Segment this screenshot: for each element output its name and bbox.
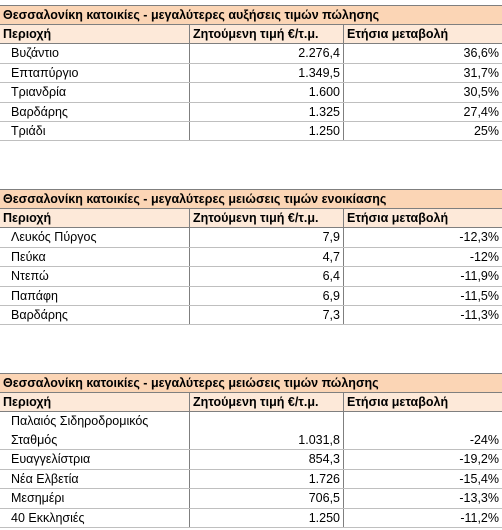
table-title: Θεσσαλονίκη κατοικίες - μεγαλύτερες μειώσεις τιμών πώλησης xyxy=(0,373,502,393)
header-area: Περιοχή xyxy=(3,211,52,225)
cell-area: Ευαγγελίστρια xyxy=(11,452,91,467)
cell-area: Λευκός Πύργος xyxy=(11,230,97,245)
table-header-row xyxy=(0,25,502,44)
cell-price: 1.600 xyxy=(189,83,343,101)
cell-change: -13,3% xyxy=(343,489,502,507)
table-header-row xyxy=(0,209,502,228)
table-row xyxy=(0,287,502,306)
cell-area: Τριανδρία xyxy=(11,85,67,100)
table-row xyxy=(0,44,502,63)
table-sale-decreases xyxy=(0,373,502,528)
header-change: Ετήσια μεταβολή xyxy=(343,393,502,411)
table-row xyxy=(0,248,502,267)
cell-price: 4,7 xyxy=(189,248,343,266)
table-title: Θεσσαλονίκη κατοικίες - μεγαλύτερες αυξήσεις τιμών πώλησης xyxy=(0,5,502,25)
table-row xyxy=(0,267,502,286)
cell-area: Παλαιός Σιδηροδρομικός Σταθμός xyxy=(11,414,149,448)
cell-price: 1.031,8 xyxy=(189,412,343,449)
table-row xyxy=(0,509,502,528)
cell-area: Βυζάντιο xyxy=(11,46,59,61)
cell-change: -11,3% xyxy=(343,306,502,324)
cell-price: 7,9 xyxy=(189,228,343,246)
cell-change: 36,6% xyxy=(343,44,502,62)
header-area: Περιοχή xyxy=(3,395,52,409)
cell-area: Παπάφη xyxy=(11,288,58,303)
cell-change: 31,7% xyxy=(343,64,502,82)
table-rent-decreases xyxy=(0,189,502,325)
cell-change: 30,5% xyxy=(343,83,502,101)
cell-price: 1.349,5 xyxy=(189,64,343,82)
cell-area: Επταπύργιο xyxy=(11,65,79,80)
cell-price: 854,3 xyxy=(189,450,343,468)
cell-change: -11,9% xyxy=(343,267,502,285)
cell-area: Τριάδι xyxy=(11,123,46,138)
cell-area: Ντεπώ xyxy=(11,269,49,284)
header-change: Ετήσια μεταβολή xyxy=(343,209,502,227)
cell-area: Μεσημέρι xyxy=(11,491,65,506)
cell-price: 1.726 xyxy=(189,470,343,488)
cell-change: 27,4% xyxy=(343,103,502,121)
table-row xyxy=(0,470,502,489)
cell-price: 1.250 xyxy=(189,122,343,140)
table-row xyxy=(0,83,502,102)
cell-area: Νέα Ελβετία xyxy=(11,471,79,486)
table-sale-increases xyxy=(0,5,502,141)
cell-price: 2.276,4 xyxy=(189,44,343,62)
table-header-row xyxy=(0,393,502,412)
header-price: Ζητούμενη τιμή €/τ.μ. xyxy=(189,393,343,411)
header-price: Ζητούμενη τιμή €/τ.μ. xyxy=(189,209,343,227)
table-row xyxy=(0,103,502,122)
table-row xyxy=(0,306,502,325)
cell-price: 7,3 xyxy=(189,306,343,324)
cell-change: -11,5% xyxy=(343,287,502,305)
table-row xyxy=(0,228,502,247)
table-row xyxy=(0,64,502,83)
cell-change: -11,2% xyxy=(343,509,502,527)
cell-area: Πεύκα xyxy=(11,249,46,264)
cell-area: Βαρδάρης xyxy=(11,307,68,322)
header-area: Περιοχή xyxy=(3,27,52,41)
cell-price: 1.325 xyxy=(189,103,343,121)
cell-price: 6,9 xyxy=(189,287,343,305)
cell-price: 6,4 xyxy=(189,267,343,285)
cell-area: Βαρδάρης xyxy=(11,104,68,119)
header-change: Ετήσια μεταβολή xyxy=(343,25,502,43)
cell-price: 706,5 xyxy=(189,489,343,507)
cell-area: 40 Εκκλησιές xyxy=(11,510,85,525)
cell-change: -15,4% xyxy=(343,470,502,488)
table-row xyxy=(0,122,502,141)
cell-change: 25% xyxy=(343,122,502,140)
table-row xyxy=(0,450,502,469)
table-row xyxy=(0,412,502,450)
table-row xyxy=(0,489,502,508)
cell-change: -12% xyxy=(343,248,502,266)
cell-change: -19,2% xyxy=(343,450,502,468)
header-price: Ζητούμενη τιμή €/τ.μ. xyxy=(189,25,343,43)
cell-price: 1.250 xyxy=(189,509,343,527)
table-title: Θεσσαλονίκη κατοικίες - μεγαλύτερες μειώσεις τιμών ενοικίασης xyxy=(0,189,502,209)
cell-change: -12,3% xyxy=(343,228,502,246)
cell-change: -24% xyxy=(343,412,502,449)
